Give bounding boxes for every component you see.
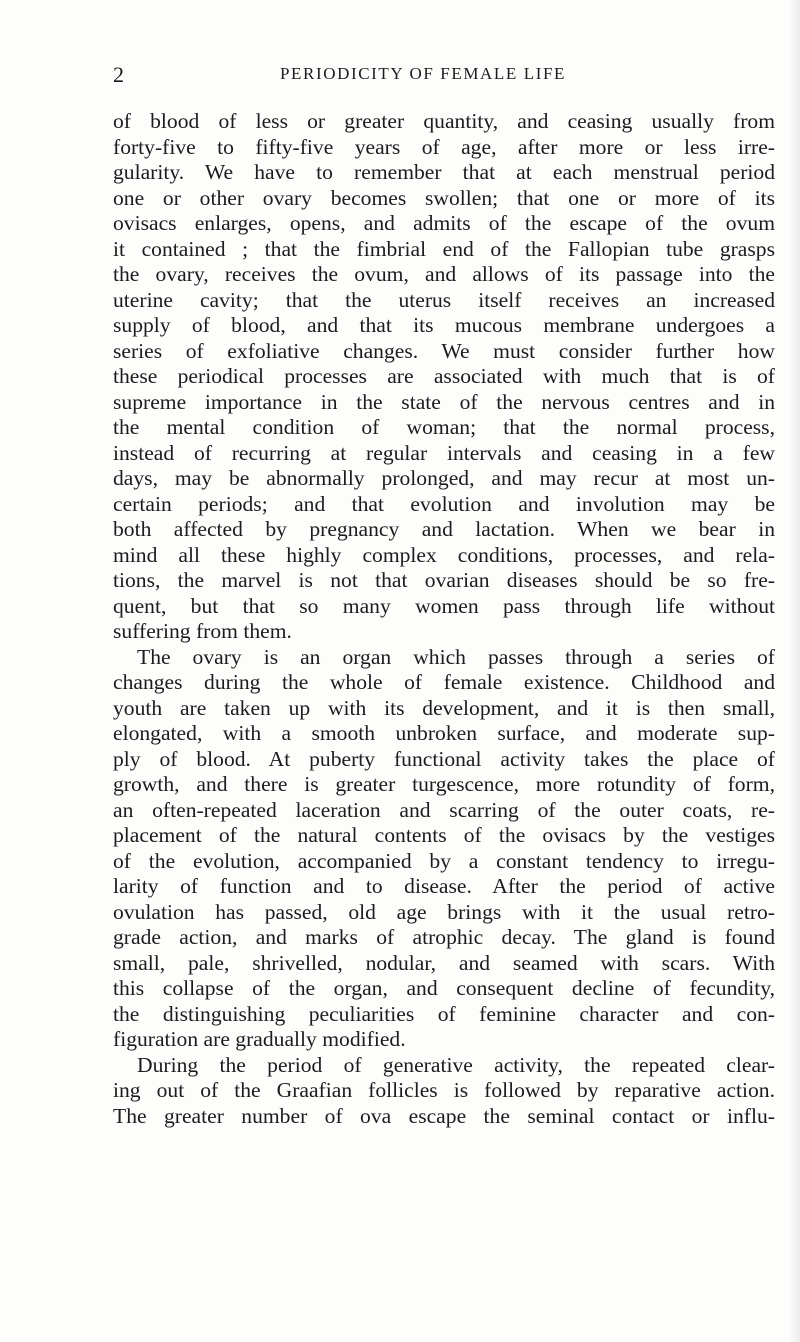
text-line: grade action, and marks of atrophic decay. The gland is found <box>113 925 775 949</box>
text-line: one or other ovary becomes swollen; that one or more of its <box>113 185 775 210</box>
text-line: series of exfoliative changes. We must consider further how <box>113 338 775 363</box>
text-line: ovulation has passed, old age brings with it the usual retro- <box>113 899 775 924</box>
text-line: uterine cavity; that the uterus itself receives an increased <box>113 287 775 312</box>
text-line: the mental condition of woman; that the normal process, <box>113 415 775 439</box>
text-line: tions, the marvel is not that ovarian diseases should be so fre- <box>113 568 775 592</box>
text-line: an often-repeated laceration and scarring of the outer coats, re- <box>113 797 775 822</box>
running-head: PERIODICITY OF FEMALE LIFE <box>279 64 567 83</box>
text-line: both affected by pregnancy and lactation. When we bear in <box>113 517 775 541</box>
text-line: growth, and there is greater turgescence, more rotundity of form, <box>113 772 775 796</box>
text-line: the distinguishing peculiarities of feminine character and con- <box>113 1001 775 1026</box>
page-header <box>113 62 773 86</box>
page-number: 2 <box>113 62 125 87</box>
text-line: this collapse of the organ, and consequent decline of fecundity, <box>113 976 775 1000</box>
text-line: ply of blood. At puberty functional activity takes the place of <box>113 746 775 771</box>
text-line: of the evolution, accompanied by a constant tendency to irregu- <box>113 848 775 873</box>
text-line: youth are taken up with its development, and it is then small, <box>113 695 775 720</box>
text-line: ovisacs enlarges, opens, and admits of the escape of the ovum <box>113 211 775 235</box>
text-line: these periodical processes are associated with much that is of <box>113 364 775 388</box>
paragraph-end-line: suffering from them. <box>113 619 292 643</box>
text-line: larity of function and to disease. After the period of active <box>113 874 775 898</box>
page-edge-shadow <box>788 0 800 1342</box>
text-line: The greater number of ova escape the seminal contact or influ- <box>113 1103 775 1128</box>
text-line: placement of the natural contents of the ovisacs by the vestiges <box>113 823 775 847</box>
text-line: certain periods; and that evolution and involution may be <box>113 491 775 516</box>
text-line: the ovary, receives the ovum, and allows of its passage into the <box>113 262 775 286</box>
body-text <box>113 109 775 1129</box>
paragraph-start-line: The ovary is an organ which passes through a series of <box>137 644 775 669</box>
text-line: forty-five to fifty-five years of age, after more or less irre- <box>113 134 775 159</box>
text-line: mind all these highly complex conditions, processes, and rela- <box>113 542 775 567</box>
text-line: supreme importance in the state of the nervous centres and in <box>113 389 775 414</box>
text-line: supply of blood, and that its mucous membrane undergoes a <box>113 313 775 337</box>
paragraph-start-line: During the period of generative activity, the repeated clear- <box>137 1052 775 1077</box>
text-line: changes during the whole of female existence. Childhood and <box>113 670 775 694</box>
paragraph-end-line: figuration are gradually modified. <box>113 1027 406 1051</box>
text-line: of blood of less or greater quantity, and ceasing usually from <box>113 109 775 133</box>
text-line: quent, but that so many women pass through life without <box>113 593 775 618</box>
text-line: instead of recurring at regular intervals and ceasing in a few <box>113 440 775 465</box>
text-line: ing out of the Graafian follicles is followed by reparative action. <box>113 1078 775 1102</box>
text-line: gularity. We have to remember that at each menstrual period <box>113 160 775 184</box>
text-line: it contained ; that the fimbrial end of the Fallopian tube grasps <box>113 236 775 261</box>
text-line: elongated, with a smooth unbroken surface, and moderate sup- <box>113 721 775 745</box>
text-line: small, pale, shrivelled, nodular, and seamed with scars. With <box>113 950 775 975</box>
text-line: days, may be abnormally prolonged, and may recur at most un- <box>113 466 775 490</box>
